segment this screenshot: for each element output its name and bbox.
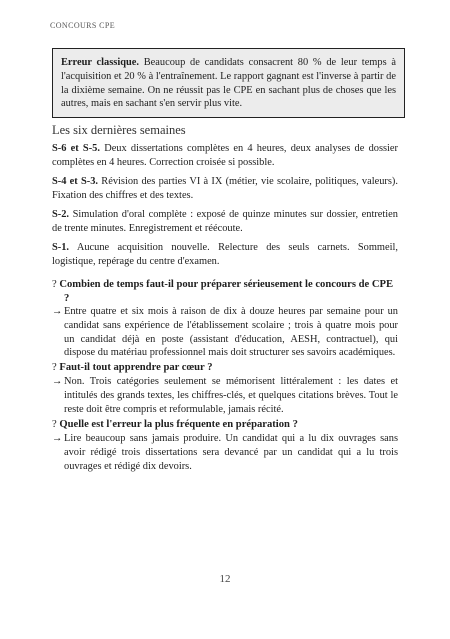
answer-text: Non. Trois catégories seulement se mémorisent littéralement : les dates et intitulés des grands textes, les chiffres-clés, et quelques citations brèves. Tout le reste doit être compris et reformulable, jamais récité.	[64, 376, 398, 415]
faq-answer	[52, 305, 398, 360]
answer-text: Entre quatre et six mois à raison de dix à douze heures par semaine pour un candidat sans expérience de l'établissement scolaire ; trois à quatre mois pour un candidat déjà en poste (assistant d'éducation, AESH, contractuel), qui dispose du matériau professionnel mais doit structurer ses savoirs académiques.	[64, 306, 398, 359]
faq-question	[52, 361, 398, 375]
running-header: CONCOURS CPE	[50, 21, 116, 30]
week-text: Révision des parties VI à IX (métier, vie scolaire, politiques, valeurs). Fixation des chiffres et des textes.	[52, 176, 398, 201]
week-entry	[52, 142, 398, 170]
callout-box	[52, 48, 405, 118]
week-entry	[52, 175, 398, 203]
week-label: S-2.	[52, 209, 70, 220]
week-text: Simulation d'oral complète : exposé de quinze minutes sur dossier, entretien de trente minutes. Enregistrement et réécoute.	[52, 209, 398, 234]
question-text: Quelle est l'erreur la plus fréquente en préparation ?	[59, 419, 298, 430]
callout-title: Erreur classique.	[61, 57, 139, 68]
week-label: S-6 et S-5.	[52, 143, 100, 154]
question-mark: ?	[52, 419, 57, 430]
question-text: Combien de temps faut-il pour préparer sérieusement le concours de CPE	[59, 279, 394, 290]
arrow-icon: →	[52, 306, 63, 317]
page-number: 12	[219, 573, 231, 585]
faq-answer	[52, 432, 398, 473]
week-text: Aucune acquisition nouvelle. Relecture des seuls carnets. Sommeil, logistique, repérage du centre d'examen.	[52, 242, 398, 267]
faq-question	[52, 418, 398, 432]
answer-text: Lire beaucoup sans jamais produire. Un candidat qui a lu dix ouvrages sans avoir rédigé trois dissertations sera devancé par un candidat qui a lu trois ouvrages et rédigé dix devoirs.	[64, 433, 398, 472]
question-end: ?	[64, 292, 70, 304]
week-label: S-4 et S-3.	[52, 176, 99, 187]
week-entry	[52, 241, 398, 269]
question-mark: ?	[52, 279, 57, 290]
question-text: Faut-il tout apprendre par cœur ?	[59, 362, 213, 373]
faq-question	[52, 278, 398, 306]
week-label: S-1.	[52, 242, 70, 253]
arrow-icon: →	[52, 376, 63, 387]
faq-answer	[52, 375, 398, 416]
arrow-icon: →	[52, 433, 63, 444]
callout-text: Beaucoup de candidats consacrent 80 % de leur temps à l'acquisition et 20 % à l'entraînement. Le rapport gagnant est l'inverse à partir de la dixième semaine. On ne réussit pas le CPE en sachant plus de choses que les autres, mais en sachant s'en servir plus vite.	[61, 57, 396, 110]
section-title: Les six dernières semaines	[52, 123, 186, 137]
question-mark: ?	[52, 362, 57, 373]
week-text: Deux dissertations complètes en 4 heures, deux analyses de dossier complètes en 4 heures. Correction croisée si possible.	[52, 143, 399, 168]
week-entry	[52, 208, 398, 236]
